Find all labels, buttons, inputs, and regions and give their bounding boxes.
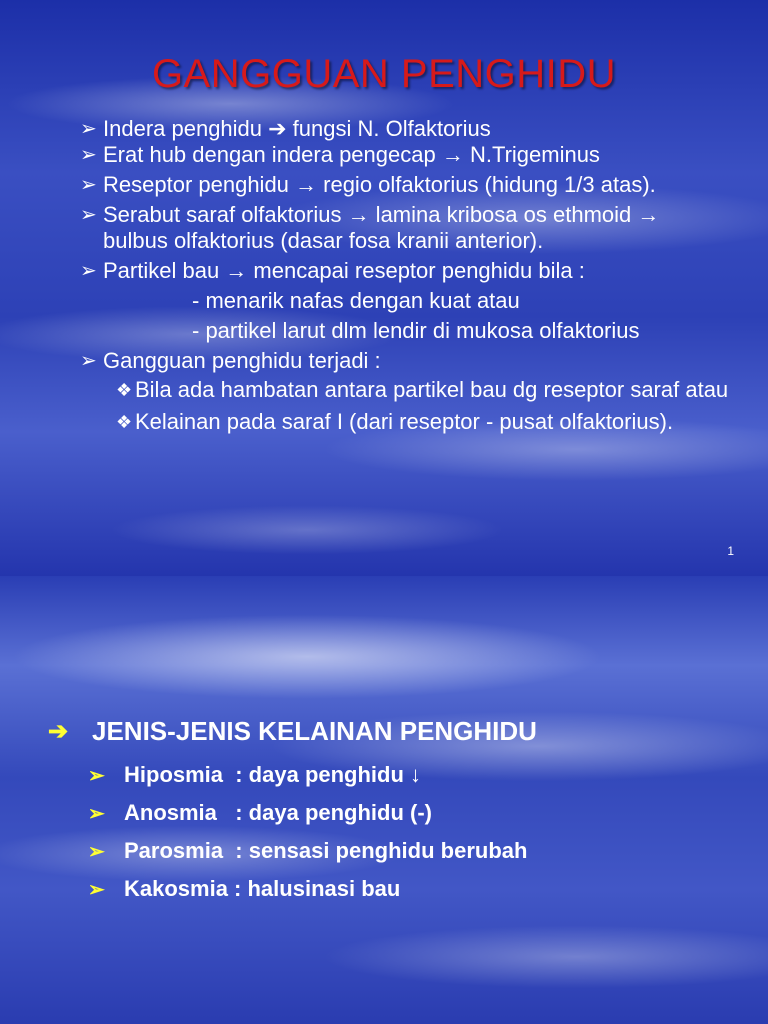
cause-text: Bila ada hambatan antara partikel bau dg reseptor saraf atau	[135, 377, 729, 402]
arrowhead-bullet-icon: ➢	[80, 260, 97, 282]
diamond-bullet-icon: ❖	[116, 412, 133, 432]
bullet-item	[80, 348, 730, 374]
cause-text: Kelainan pada saraf I (dari reseptor - pusat olfaktorius).	[135, 409, 674, 434]
disorder-list	[88, 756, 527, 908]
bullet-item	[80, 116, 730, 142]
bullet-text: Indera penghidu ➔ fungsi N. Olfaktorius	[103, 116, 491, 141]
condition-line: - partikel larut dlm lendir di mukosa olfaktorius	[192, 318, 640, 343]
page-number: 1	[727, 544, 734, 558]
arrowhead-bullet-icon: ➢	[80, 118, 97, 140]
item-text: Hiposmia : daya penghidu ↓	[124, 762, 422, 787]
heading-text: JENIS-JENIS KELAINAN PENGHIDU	[92, 716, 537, 746]
arrowhead-bullet-icon: ➢	[80, 144, 97, 166]
diamond-bullet-icon: ❖	[116, 380, 133, 400]
bullet-text: Gangguan penghidu terjadi :	[103, 348, 381, 373]
slide-title: GANGGUAN PENGHIDU	[151, 52, 617, 96]
slide-2	[0, 576, 768, 1024]
arrowhead-bullet-icon: ➢	[80, 350, 97, 372]
list-item	[88, 756, 527, 794]
condition-line: - menarik nafas dengan kuat atau	[192, 288, 520, 313]
arrowhead-bullet-icon: ➢	[88, 878, 105, 901]
list-item	[88, 832, 527, 870]
bullet-list	[80, 116, 730, 434]
section-heading	[48, 716, 537, 747]
arrowhead-bullet-icon: ➢	[88, 840, 105, 863]
arrowhead-bullet-icon: ➢	[88, 802, 105, 825]
item-text: Parosmia : sensasi penghidu berubah	[124, 838, 528, 863]
list-item	[88, 870, 527, 908]
arrowhead-bullet-icon: ➢	[80, 204, 97, 226]
bullet-item	[80, 142, 730, 168]
bullet-text: Serabut saraf olfaktorius → lamina kribosa os ethmoid → bulbus olfaktorius (dasar fosa kranii anterior).	[103, 202, 660, 253]
bullet-item	[80, 258, 730, 284]
bullet-text: Reseptor penghidu → regio olfaktorius (hidung 1/3 atas).	[103, 172, 656, 197]
bullet-text: Erat hub dengan indera pengecap → N.Trigeminus	[103, 142, 600, 167]
arrow-bullet-icon: ➔	[48, 718, 69, 745]
bullet-item	[80, 172, 730, 198]
list-item	[88, 794, 527, 832]
bullet-item	[80, 202, 730, 254]
arrowhead-bullet-icon: ➢	[88, 764, 105, 787]
cause-item	[80, 378, 730, 402]
bullet-text: Partikel bau → mencapai reseptor penghidu bila :	[103, 258, 585, 283]
cause-item	[80, 410, 730, 434]
item-text: Anosmia : daya penghidu (-)	[124, 800, 433, 825]
arrowhead-bullet-icon: ➢	[80, 174, 97, 196]
item-text: Kakosmia : halusinasi bau	[124, 876, 401, 901]
